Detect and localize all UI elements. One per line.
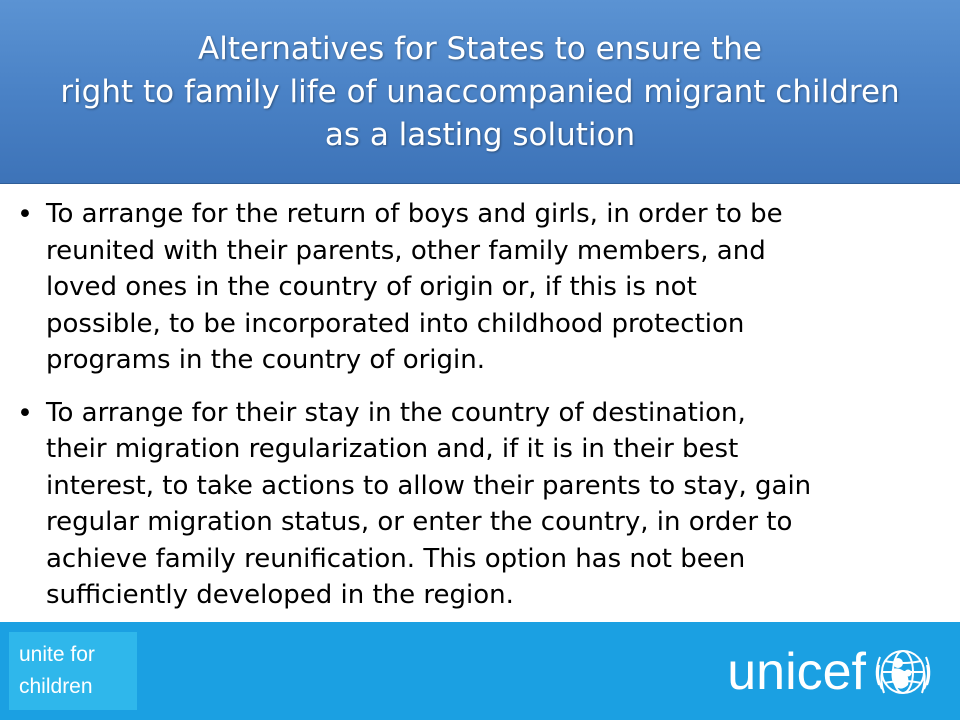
footer-bar — [0, 622, 960, 720]
title-line: Alternatives for States to ensure the — [198, 31, 762, 67]
title-line: as a lasting solution — [324, 117, 636, 153]
bullet-text-line: regular migration status, or enter the country, in order to — [46, 507, 793, 537]
tagline-line: children — [19, 675, 93, 698]
bullet-item — [0, 395, 960, 614]
unicef-logo — [727, 632, 936, 712]
bullet-text-line: achieve family reunification. This option has not been — [46, 543, 746, 574]
bullet-text-line: programs in the country of origin. — [46, 345, 486, 375]
bullet-text-line: reunited with their parents, other family members, and — [46, 235, 766, 266]
unicef-emblem-icon — [870, 639, 936, 705]
bullet-text-line: possible, to be incorporated into childhood protection — [46, 308, 745, 339]
bullet-text-line: To arrange for the return of boys and girls, in order to be — [46, 199, 783, 229]
bullet-text-line: sufficiently developed in the region. — [46, 580, 514, 610]
bullet-text-line: To arrange for their stay in the country of destination, — [46, 397, 746, 428]
bullet-item — [0, 196, 960, 379]
slide-title — [0, 0, 960, 184]
bullet-text-line: their migration regularization and, if it is in their best — [46, 434, 739, 464]
bullet-text-line: loved ones in the country of origin or, if this is not — [46, 272, 697, 302]
tagline-box — [9, 632, 137, 710]
tagline-line: unite for — [19, 643, 95, 666]
bullet-text-line: interest, to take actions to allow their parents to stay, gain — [46, 470, 812, 501]
title-line: right to family life of unaccompanied migrant children — [60, 74, 900, 110]
bullet-icon: • — [17, 397, 33, 429]
bullet-icon: • — [17, 199, 33, 230]
logo-wordmark: unicef — [727, 643, 866, 701]
bullet-list — [0, 196, 960, 630]
